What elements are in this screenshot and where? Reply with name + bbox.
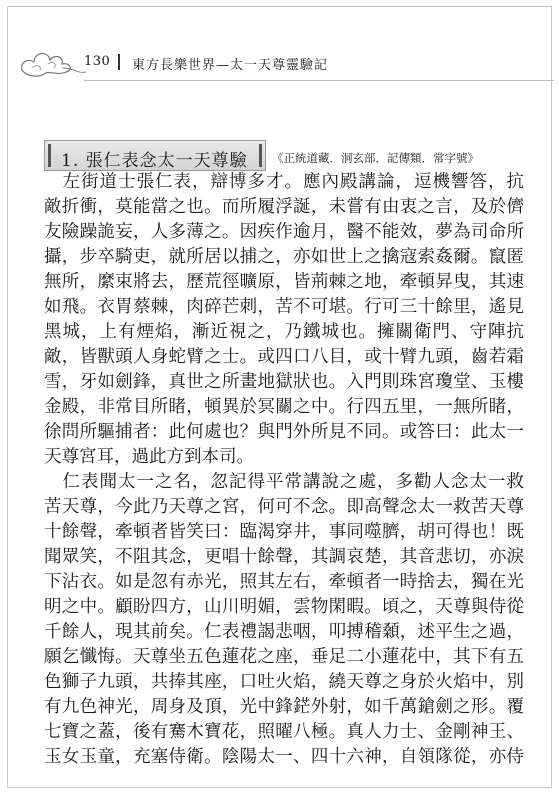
text-line: 願乞懺悔。天尊坐五色蓮花之座，垂足二小蓮花中，其下有五 [44, 647, 524, 667]
text-line: 金殿，非常目所睹，頓異於冥關之中。行四五里，一無所睹， [44, 397, 524, 417]
title-bar-left [48, 144, 51, 167]
source-citation: 《正統道藏．洞玄部．記傳類．常字號》 [272, 151, 479, 165]
text-line: 有九色神光，周身及頂，光中鋒鋩外射，如千萬鎗劍之形。覆 [44, 697, 524, 717]
section-title: 1. 張仁表念太一天尊驗 [61, 151, 248, 171]
text-line: 下沾衣。如是忽有赤光，照其左右，牽頓者一時捨去，獨在光 [44, 572, 524, 592]
text-line: 黑城，上有煙焰，漸近視之，乃鐵城也。擁關衛門、守陣抗 [44, 322, 524, 342]
text-line: 攝，步卒騎吏，就所居以捕之，亦如世上之擒寇索姦爾。竄匿 [44, 247, 524, 267]
text-line: 無所，縻束將去，歷荒徑曠原，皆荊棘之地，牽頓昇曳，其速 [44, 272, 524, 292]
text-line: 天尊宮耳，過此方到本司。 [44, 447, 254, 467]
page-number: 130 [84, 54, 111, 69]
cloud-ornament-icon [18, 40, 88, 80]
text-line: 七寶之蓋，後有騫木寶花，照曜八極。真人力士、金剛神王、 [44, 722, 524, 742]
text-line: 敵，皆獸頭人身蛇臂之士。或四口八目，或十臂九頭，齒若霜 [44, 347, 524, 367]
header-rule [84, 80, 554, 81]
header-separator [118, 54, 120, 70]
text-line: 徐問所驅捕者：此何處也？與門外所見不同。或答曰：此太一 [44, 422, 524, 442]
text-line: 如飛。衣胃蔡棘，肉碎芒刺，苦不可堪。行可三十餘里，遙見 [44, 297, 524, 317]
running-title: 東方長樂世界—太一天尊靈驗記 [132, 58, 329, 73]
text-line: 苦天尊，今此乃天尊之宮，何可不念。即高聲念太一救苦天尊 [44, 497, 524, 517]
section-title-box [44, 140, 266, 171]
text-line: 聞眾笑，不阻其念，更唱十餘聲，其調哀楚，其音悲切，亦淚 [44, 547, 524, 567]
title-bar-right [259, 144, 262, 167]
text-line: 十餘聲，牽頓者皆笑曰：臨渴穿井，事同噬臍，胡可得也！既 [44, 522, 524, 542]
text-line: 仁表聞太一之名，忽記得平常講說之處，多勸人念太一救 [44, 472, 524, 492]
text-line: 色獅子九頭，共捧其座，口吐火焰，繞天尊之身於火焰中，別 [44, 672, 524, 692]
text-line: 左街道士張仁表，辯博多才。應內殿講論，逗機響答，抗 [44, 172, 524, 192]
text-line: 雪，牙如劍鋒，真世之所畫地獄狀也。入門則珠宮瓊堂、玉樓 [44, 372, 524, 392]
text-line: 友險躁詭妄，人多薄之。因疾作逾月，醫不能效，夢為司命所 [44, 222, 524, 242]
text-line: 玉女玉童，充塞侍衛。陰陽太一、四十六神，自領隊從，亦侍 [44, 747, 524, 767]
text-line: 明之中。顧盼四方，山川明媚，雲物閑暇。頃之，天尊與侍從 [44, 597, 524, 617]
text-line: 敵折衝，莫能當之也。而所履浮誕，未嘗有由衷之言，及於儕 [44, 197, 524, 217]
text-line: 千餘人，現其前矣。仁表禮謁悲咽，叩搏稽顙，述平生之過， [44, 622, 524, 642]
page-header [18, 40, 538, 80]
body-text [44, 170, 524, 770]
